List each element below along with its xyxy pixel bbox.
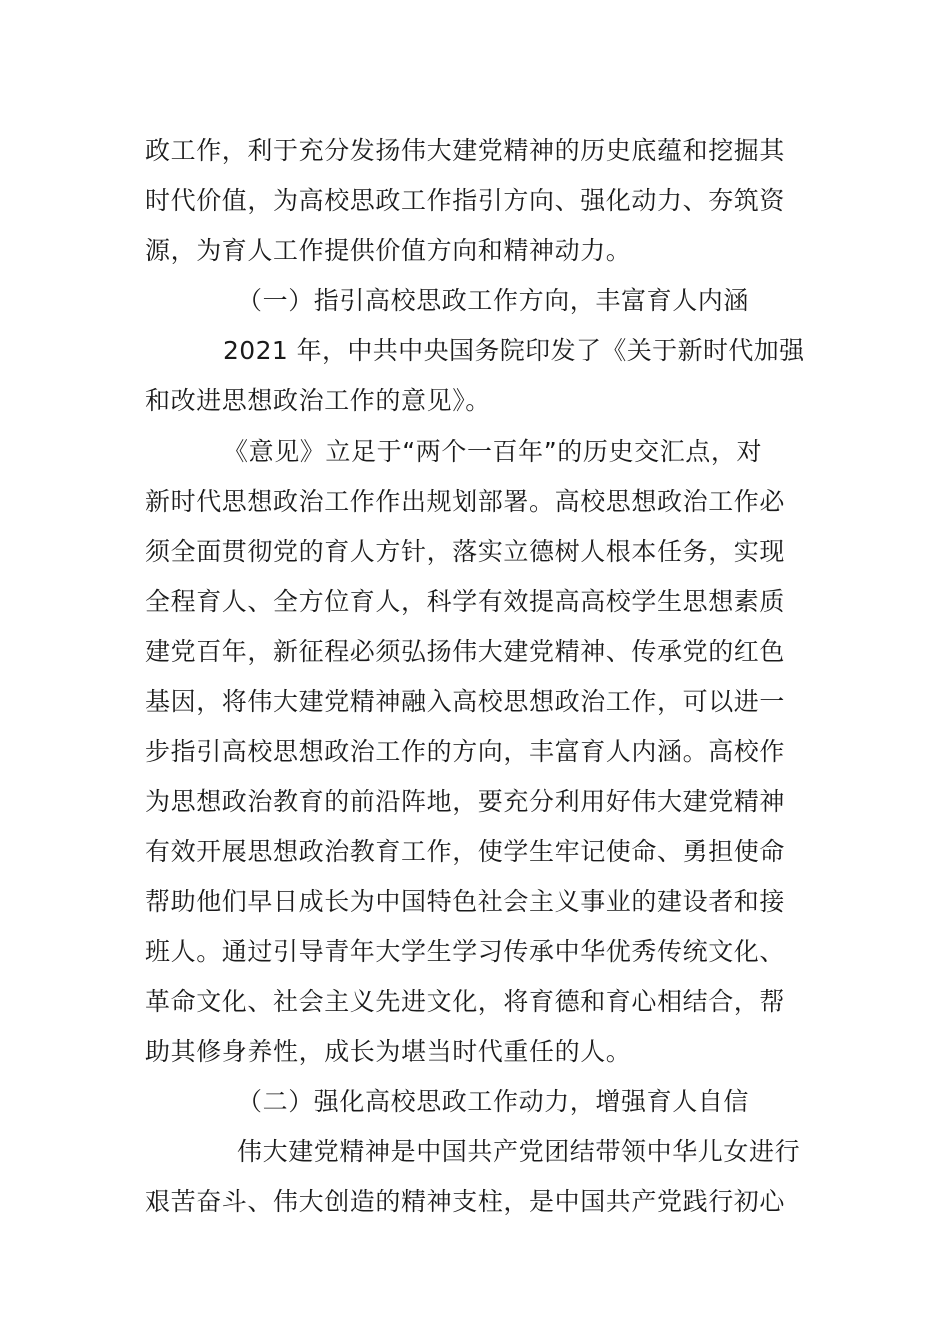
text-line: 新时代思想政治工作作出规划部署。高校思想政治工作必 [145, 487, 786, 516]
text-line: 2021 年，中共中央国务院印发了《关于新时代加强 [223, 336, 805, 365]
section-heading-2: （二）强化高校思政工作动力，增强育人自信 [237, 1087, 750, 1116]
text-line: 革命文化、社会主义先进文化，将育德和育心相结合，帮 [145, 987, 786, 1016]
text-line: 艰苦奋斗、伟大创造的精神支柱，是中国共产党践行初心 [145, 1187, 786, 1216]
text-line: 源，为育人工作提供价值方向和精神动力。 [145, 236, 632, 265]
text-line: 《意见》立足于“两个一百年”的历史交汇点，对 [223, 437, 763, 466]
text-line: 伟大建党精神是中国共产党团结带领中华儿女进行 [237, 1137, 801, 1166]
text-line: 步指引高校思想政治工作的方向，丰富育人内涵。高校作 [145, 737, 786, 766]
text-line: 有效开展思想政治教育工作，使学生牢记使命、勇担使命 [145, 837, 786, 866]
section-heading-1: （一）指引高校思政工作方向，丰富育人内涵 [237, 286, 750, 315]
text-line: 须全面贯彻党的育人方针，落实立德树人根本任务，实现 [145, 537, 786, 566]
text-line: 和改进思想政治工作的意见》。 [145, 386, 491, 415]
text-line: 助其修身养性，成长为堪当时代重任的人。 [145, 1037, 632, 1066]
text-line: 班人。通过引导青年大学生学习传承中华优秀传统文化、 [145, 937, 786, 966]
text-line: 为思想政治教育的前沿阵地，要充分利用好伟大建党精神 [145, 787, 786, 816]
text-line: 时代价值，为高校思政工作指引方向、强化动力、夯筑资 [145, 186, 786, 215]
text-line: 建党百年，新征程必须弘扬伟大建党精神、传承党的红色 [145, 637, 786, 666]
text-line: 全程育人、全方位育人，科学有效提高高校学生思想素质 [145, 587, 786, 616]
text-line: 基因，将伟大建党精神融入高校思想政治工作，可以进一 [145, 687, 786, 716]
text-line: 政工作，利于充分发扬伟大建党精神的历史底蕴和挖掘其 [145, 136, 786, 165]
text-line: 帮助他们早日成长为中国特色社会主义事业的建设者和接 [145, 887, 786, 916]
